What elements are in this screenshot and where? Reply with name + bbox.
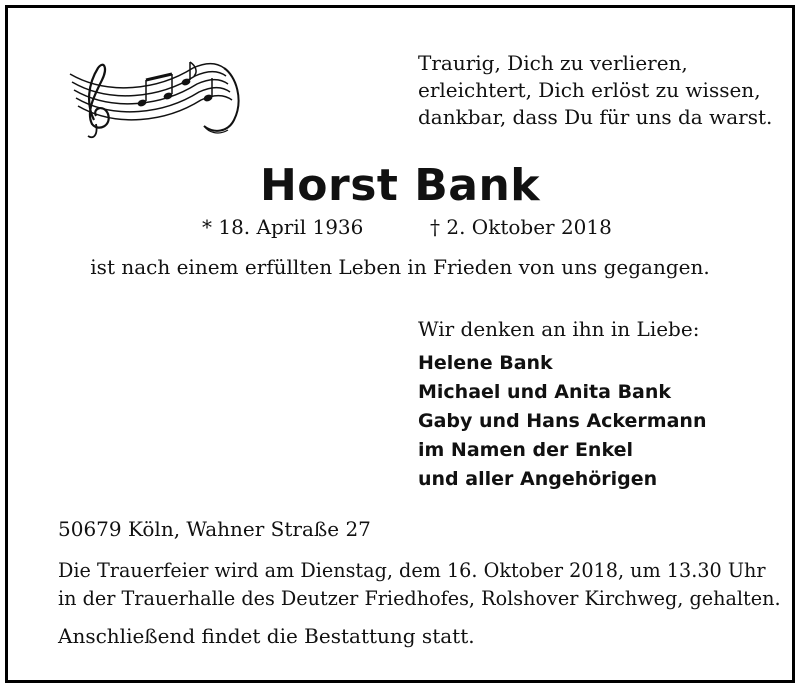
mourner-name: Helene Bank [418,352,553,374]
mourner-name: im Namen der Enkel [418,439,633,461]
poem [418,50,772,131]
poem-line: Traurig, Dich zu verlieren, [418,51,688,75]
poem-line: dankbar, dass Du für uns da warst. [418,105,773,129]
mourner-name: Gaby und Hans Ackermann [418,410,707,432]
birth-date: * 18. April 1936 [202,215,364,239]
passing-statement: ist nach einem erfüllten Leben in Frieden von uns gegangen. [90,255,710,279]
burial-info: Anschließend findet die Bestattung statt. [58,624,475,648]
mourner-name: Michael und Anita Bank [418,381,672,403]
death-date: † 2. Oktober 2018 [430,215,612,239]
family-address: 50679 Köln, Wahner Straße 27 [58,517,371,541]
ceremony-line: Die Trauerfeier wird am Dienstag, dem 16. Oktober 2018, um 13.30 Uhr [58,559,766,582]
ceremony-info [58,557,781,613]
mourners-list [418,349,706,494]
remembrance-line: Wir denken an ihn in Liebe: [418,317,700,341]
ceremony-line: in der Trauerhalle des Deutzer Friedhofes, Rolshover Kirchweg, gehalten. [58,587,781,610]
obituary-notice [5,5,795,683]
music-staff-ribbon-icon [58,54,248,144]
poem-line: erleichtert, Dich erlöst zu wissen, [418,78,761,102]
mourner-name: und aller Angehörigen [418,468,658,490]
deceased-name: Horst Bank [259,160,541,211]
